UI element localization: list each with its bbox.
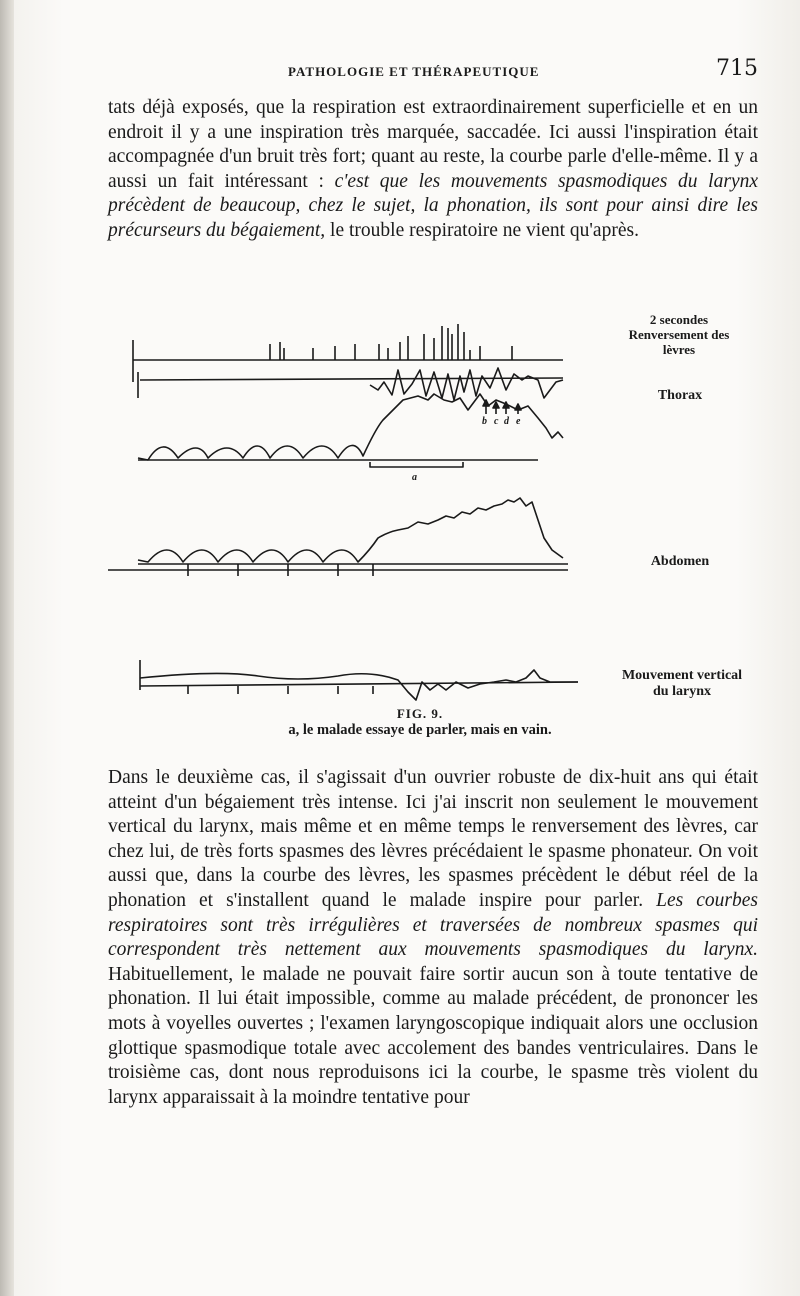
label-larynx-line2: du larynx [653, 684, 711, 699]
segment-a-mark [370, 462, 463, 467]
para2-text-b: Habituellement, le malade ne pouvait faire sortir aucun son à toute tentative de phonation. Il lui était impossible, comme au malade précédent, de prononcer les mots à voyelles ouvertes ; l'examen laryngoscopique indiquait alors une occlusion glottique spasmodique totale avec accolement des bandes ventriculaires. Dans le troisième cas, dont nous reproduisons ici la courbe, le spasme très violent du larynx apparaissait à la moindre tentative pour [108, 963, 758, 1108]
page-header [108, 56, 758, 86]
page-number: 715 [716, 56, 758, 81]
abdomen-curve [138, 498, 563, 562]
para1-text-b: le trouble respiratoire ne vient qu'après. [325, 219, 639, 241]
arrow-label-b: b [482, 416, 487, 427]
para1-emphasis: c'est que les mouvements spasmodiques du larynx précèdent de beaucoup, chez le sujet, la phonation, ils sont pour ainsi dire les précurseurs du bégaiement, [108, 170, 758, 241]
arrow-label-d: d [504, 416, 509, 427]
page-edge [0, 0, 14, 1296]
thorax-curve [138, 394, 563, 460]
label-larynx-line1: Mouvement vertical [621, 668, 743, 683]
lip-spikes [270, 324, 512, 360]
arrow-label-c: c [494, 416, 499, 427]
label-thorax: Thorax [657, 388, 703, 403]
running-title: PATHOLOGIE ET THÉRAPEUTIQUE [288, 64, 540, 79]
para2-text-a: Dans le deuxième cas, il s'agissait d'un ouvrier robuste de dix-huit ans qui était atteint d'un bégaiement très intense. Ici j'ai inscrit non seulement le mouvement vertical du larynx, mais même et en même temps le renversement des lèvres, car chez lui, de très forts spasmes des lèvres précédaient le spasme phonateur. On voit aussi que, dans la courbe des lèvres, les spasmes précèdent le début réel de la phonation et s'installent quand le malade inspire pour parler. [108, 767, 758, 911]
arrows [486, 404, 518, 414]
label-lips-sub: lèvres [662, 342, 696, 357]
figure-caption [230, 706, 610, 739]
figure-note: a, le malade essaye de parler, mais en vain. [288, 722, 552, 738]
figure-9 [108, 310, 578, 710]
label-larynx [602, 668, 762, 700]
larynx-ticks [188, 686, 373, 694]
segment-label-a: a [412, 472, 417, 483]
figure-number: FIG. 9. [396, 706, 444, 721]
paragraph-top [108, 96, 758, 244]
para1-text-a: tats déjà exposés, que la respiration est extraordinairement superficielle et en un endroit il y a une inspiration très marquée, saccadée. Ici aussi l'inspiration était accompagnée d'un bruit très fort; quant au reste, la courbe parle d'elle-même. Il y a aussi un fait intéressant : [108, 97, 758, 192]
label-lips [608, 312, 750, 357]
larynx-baseline [140, 682, 578, 686]
label-lips-seconds: 2 secondes [649, 312, 709, 327]
label-lips-title: Renversement des [628, 327, 730, 342]
paragraph-bottom [108, 766, 758, 1110]
thorax-upper-line [140, 378, 563, 380]
label-abdomen: Abdomen [650, 554, 710, 569]
thorax-chaos [370, 368, 563, 400]
arrow-label-e: e [516, 416, 521, 427]
arrow-heads [483, 400, 521, 410]
para2-emphasis: Les courbes respiratoires sont très irrégulières et traversées de nombreux spasmes qui correspondent très nettement aux mouvements spasmodiques du larynx. [108, 889, 759, 961]
